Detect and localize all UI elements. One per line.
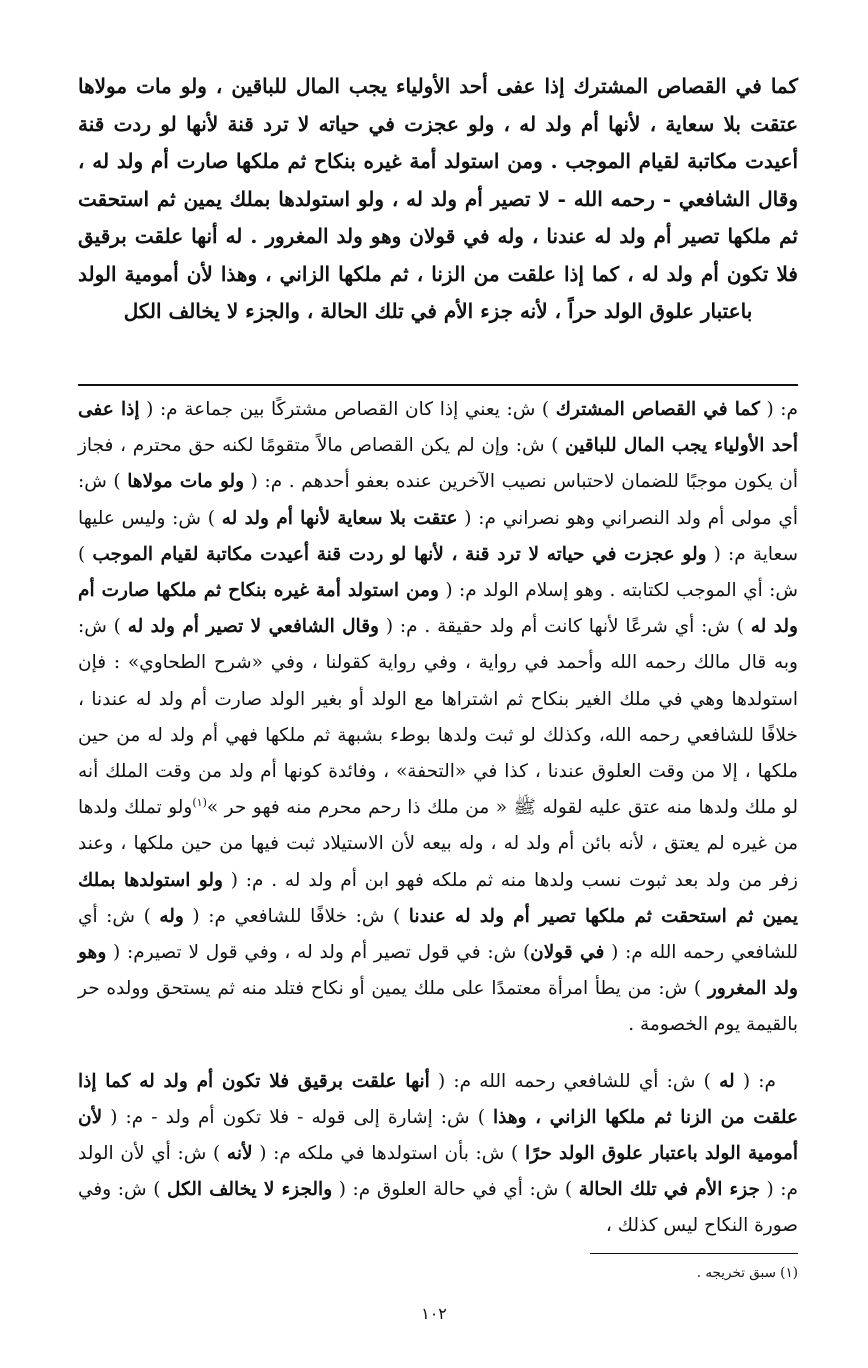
commentary-text: ) ش: إشارة إلى قوله - فلا تكون أم ولد - م: ( xyxy=(102,1106,493,1128)
commentary-text: ) ش: أي الموجب لكتابته . وهو إسلام الولد م: ( xyxy=(78,543,798,602)
commentary-text: م: ( xyxy=(759,399,798,420)
quoted-text: له xyxy=(719,1070,735,1092)
commentary-paragraph xyxy=(78,1064,798,1245)
commentary-text: ) ش: يعني إذا كان القصاص مشتركًا بين جماعة م: ( xyxy=(139,399,556,420)
separator-line xyxy=(78,384,798,386)
commentary-text: ) ش: أي للشافعي رحمه الله م: ( xyxy=(429,1070,720,1092)
commentary-text: ) ش: أي لأن الولد م: ( xyxy=(78,1143,798,1201)
quoted-text: جزء الأم في تلك الحالة xyxy=(578,1179,760,1201)
quoted-text: أنها علقت برقيق فلا تكون أم ولد له كما إذا علقت من الزنا ثم ملكها الزاني ، وهذا xyxy=(78,1070,798,1128)
commentary-text: ) ش: أي شرعًا لأنها كانت أم ولد حقيقة . م: ( xyxy=(378,616,751,638)
commentary-text: ولو تملك ولدها من غيره لم يعتق ، لأنه بائن أم ولد له ، وله بيعه لأن الاستيلاد ثبت فيها من حين ملكها ، وعند زفر من ولد بعد ثبوت نسب ولدها منه ثم ملكه فهو ابن أم ولد له . م: ( xyxy=(78,797,798,891)
quoted-text: وقال الشافعي لا تصير أم ولد له xyxy=(127,616,379,638)
commentary-text: ) ش: أي في حالة العلوق م: ( xyxy=(332,1179,579,1201)
commentary-text: ) ش: وفي صورة النكاح ليس كذلك ، xyxy=(78,1179,798,1237)
commentary-text: ) ش: بأن استولدها في ملكه م: ( xyxy=(252,1143,525,1165)
main-text: كما في القصاص المشترك إذا عفى أحد الأولياء يجب المال للباقين ، ولو مات مولاها عتقت بلا سعاية ، لأنها أم ولد له ، ولو عجزت في حياته لا ترد قنة لأنها لو ردت قنة أعيدت مكاتبة لقيام الموجب . ومن استولد أمة غيره بنكاح ثم ملكها صارت أم ولد له ، وقال الشافعي - رحمه الله - لا تصير أم ولد له ، ولو استولدها بملك يمين ثم استحقت ثم ملكها تصير أم ولد له عندنا ، وله في قولان وهو ولد المغرور . له أنها علقت برقيق فلا تكون أم ولد له ، كما إذا علقت من الزنا ، ثم ملكها الزاني ، وهذا لأن أمومية الولد باعتبار علوق الولد حراً ، لأنه جزء الأم في تلك الحالة ، والجزء لا يخالف الكل xyxy=(78,74,798,323)
footnote: (١) سبق تخريجه . xyxy=(696,1265,798,1281)
quoted-text: لأن أمومية الولد باعتبار علوق الولد حرًا xyxy=(78,1106,798,1165)
commentary-text: ) ش: أي للشافعي رحمه الله م: ( xyxy=(78,905,798,964)
quoted-text: لأنه xyxy=(226,1143,253,1165)
footnote-separator xyxy=(590,1253,798,1254)
quoted-text: ولو عجزت في حياته لا ترد قنة ، لأنها لو ردت قنة أعيدت مكاتبة لقيام الموجب xyxy=(92,543,707,565)
commentary-text: م: ( xyxy=(734,1070,776,1092)
quoted-text: ولو استولدها بملك يمين ثم استحقت ثم ملكها تصير أم ولد له عندنا xyxy=(78,869,798,927)
quoted-text: والجزء لا يخالف الكل xyxy=(167,1179,333,1201)
quoted-text: ومن استولد أمة غيره بنكاح ثم ملكها صارت أم ولد له xyxy=(78,580,798,638)
commentary-text: ) ش: وليس عليها سعاية م: ( xyxy=(78,507,798,565)
commentary-text: ) ش: وإن لم يكن القصاص مالاً متقومًا لكنه حق محترم ، فجاز أن يكون موجبًا للضمان لاحتباس نصيب الآخرين عنده بعفو أحدهم . م: ( xyxy=(78,435,799,493)
commentary-text: ) ش: في قول تصير أم ولد له ، وفي قول لا تصيرم: ( xyxy=(106,942,531,964)
commentary-text: ) ش: وبه قال مالك رحمه الله وأحمد في رواية ، وفي رواية كقولنا ، وفي «شرح الطحاوي» : فإن استولدها وهي في ملك الغير بنكاح ثم اشتراها مع الولد أو بغير الولد صارت أم ولد له عندنا ، خلافًا للشافعي رحمه الله، وكذلك لو ثبت ولدها بوطء بشبهة ثم ملكها فهي أم ولد له من حين ملكها ، إلا من وقت العلوق عندنا ، كذا في «التحفة» ، وفائدة كونها أم ولد من وقت الملك أنه لو ملك ولدها منه عتق عليه لقوله ﷺ « من ملك ذا رحم محرم منه فهو حر » xyxy=(78,616,799,819)
quoted-text: إذا عفى أحد الأولياء يجب المال للباقين xyxy=(78,399,798,457)
commentary xyxy=(78,392,798,1245)
footnote-marker: (١) xyxy=(192,796,207,810)
quoted-text: كما في القصاص المشترك xyxy=(555,399,760,420)
commentary-text: ) ش: خلافًا للشافعي م: ( xyxy=(183,905,409,927)
commentary-text: ) ش: من يطأ امرأة معتمدًا على ملك يمين أو نكاح فتلد منه ثم يستحق وولده حر بالقيمة يوم الخصومة . xyxy=(78,978,798,1036)
page-number: ١٠٢ xyxy=(421,1304,447,1323)
quoted-text: وله xyxy=(159,905,184,927)
quoted-text: ولو مات مولاها xyxy=(127,471,245,493)
commentary-text: ) ش: أي مولى أم ولد النصراني وهو نصراني م: ( xyxy=(78,471,798,529)
commentary-paragraph xyxy=(78,392,798,1044)
quoted-text: وهو ولد المغرور xyxy=(78,942,798,1000)
quoted-text: في قولان xyxy=(530,942,605,964)
quoted-text: عتقت بلا سعاية لأنها أم ولد له xyxy=(221,507,458,529)
